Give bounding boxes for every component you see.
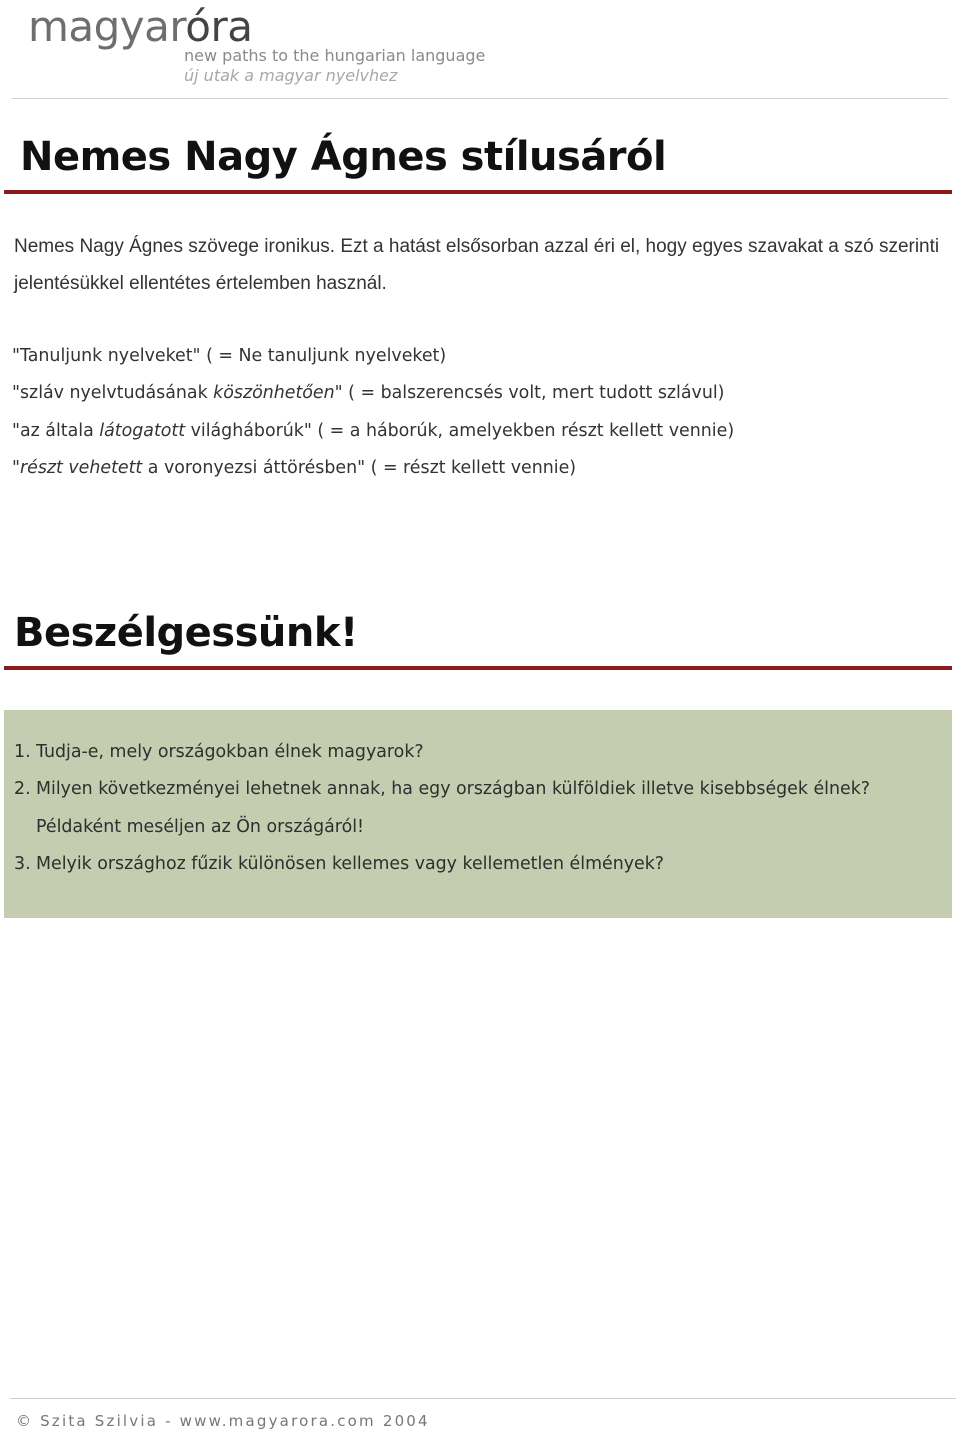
logo-tagline-english: new paths to the hungarian language [184, 46, 486, 65]
discussion-heading: Beszélgessünk! [14, 610, 358, 656]
discussion-box [4, 710, 952, 918]
title-underline [4, 190, 952, 194]
question-text: Melyik országhoz fűzik különösen kellemes vagy kellemetlen élmények? [36, 853, 665, 874]
question-item [14, 771, 944, 846]
page-title: Nemes Nagy Ágnes stílusáról [20, 134, 667, 180]
example-text-after: világháborúk" ( = a háborúk, amelyekben részt kellett vennie) [185, 420, 735, 441]
footer-divider [10, 1398, 956, 1399]
example-emphasis: részt vehetett [20, 457, 143, 478]
example-text-before: "az általa [12, 420, 100, 441]
example-text: "Tanuljunk nyelveket" ( = Ne tanuljunk nyelveket) [12, 346, 447, 366]
intro-paragraph: Nemes Nagy Ágnes szövege ironikus. Ezt a hatást elsősorban azzal éri el, hogy egyes szavakat a szó szerinti jelentésükkel ellentétes értelemben használ. [14, 236, 940, 294]
example-item [12, 450, 952, 487]
question-number: 1. [14, 742, 31, 762]
footer-copyright: © Szita Szilvia - www.magyarora.com 2004 [16, 1412, 430, 1430]
example-item [12, 375, 952, 412]
questions-list [14, 734, 944, 883]
example-item [12, 338, 952, 375]
header-divider [12, 98, 948, 99]
discussion-underline [4, 666, 952, 670]
example-emphasis: köszönhetően [213, 383, 335, 404]
logo-main-text: magyar [28, 2, 186, 51]
question-text: Tudja-e, mely országokban élnek magyarok? [36, 742, 424, 762]
example-text-before: "szláv nyelvtudásának [12, 383, 214, 404]
examples-list [12, 338, 952, 487]
question-text: Milyen következményei lehetnek annak, ha egy országban külföldiek illetve kisebbségek élnek? Példaként meséljen az Ön országáról! [36, 779, 871, 837]
question-number: 2. [14, 779, 31, 800]
example-item [12, 413, 952, 450]
example-text-after: " ( = balszerencsés volt, mert tudott szlávul) [334, 383, 725, 404]
example-text-before: " [12, 457, 20, 478]
example-emphasis: látogatott [99, 420, 186, 441]
logo-ora-text: óra [185, 2, 253, 51]
example-text-after: a voronyezsi áttörésben" ( = részt kellett vennie) [142, 457, 577, 478]
logo-tagline-hungarian: új utak a magyar nyelvhez [184, 66, 398, 85]
site-logo[interactable] [26, 2, 506, 92]
question-item [14, 734, 944, 771]
question-number: 3. [14, 853, 31, 874]
logo-wordmark [28, 2, 252, 51]
question-item [14, 846, 944, 883]
